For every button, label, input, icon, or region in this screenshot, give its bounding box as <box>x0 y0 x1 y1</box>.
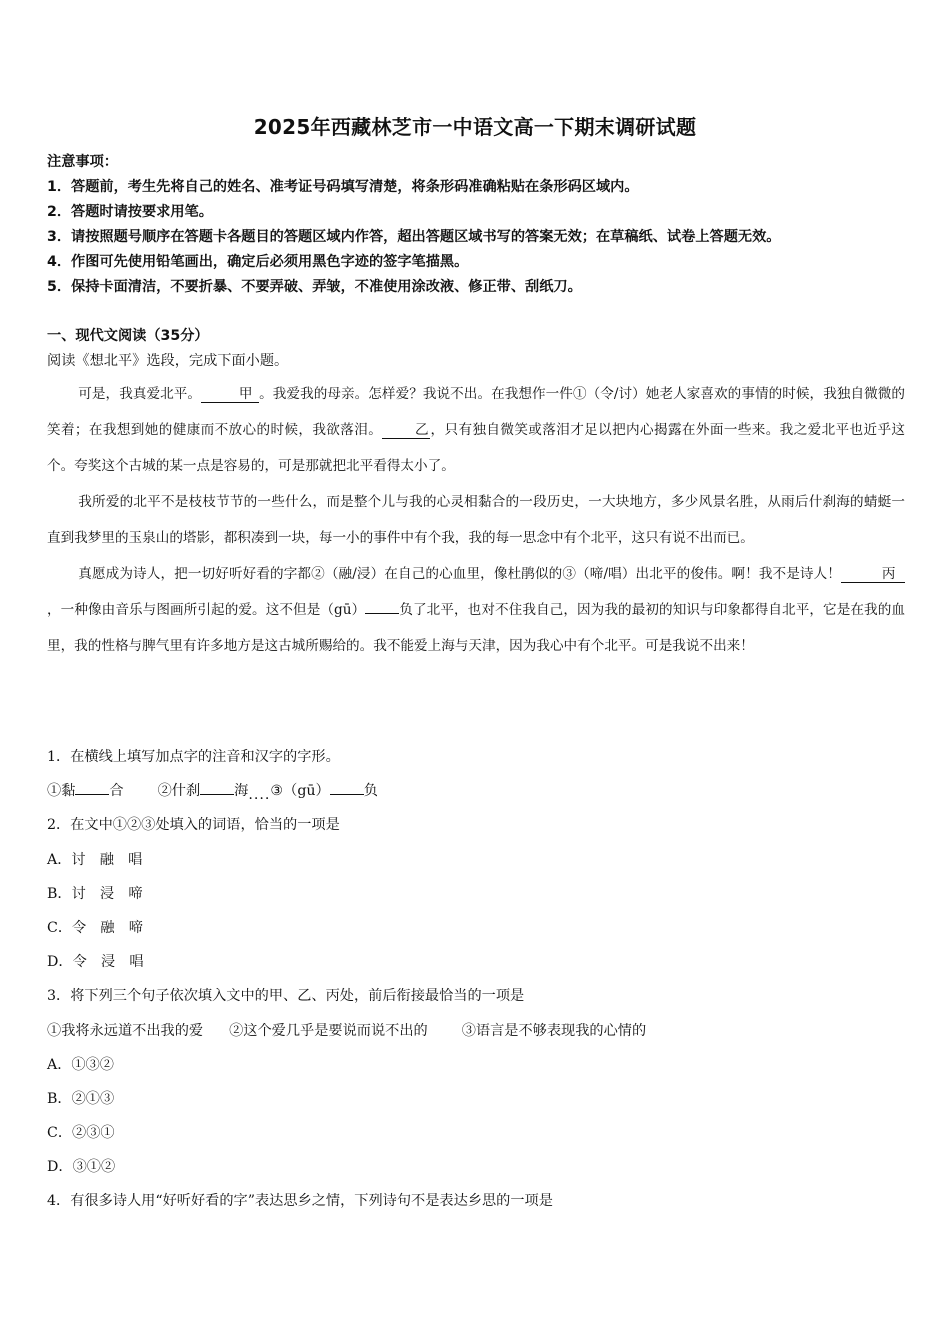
notice-heading: 注意事项： <box>47 154 118 170</box>
q3-sentence-3: ③语言是不够表现我的心情的 <box>461 1022 647 1039</box>
section-intro: 阅读《想北平》选段，完成下面小题。 <box>47 353 289 369</box>
emphasis-dots: .... <box>248 787 271 804</box>
blank-jia: 甲 <box>201 386 259 403</box>
q1-item-2-suffix: 海 <box>234 783 249 800</box>
question-3-stem: 3．将下列三个句子依次填入文中的甲、乙、丙处，前后衔接最恰当的一项是 <box>47 988 525 1005</box>
notice-item: 2．答题时请按要求用笔。 <box>47 204 213 220</box>
q3-sentence-1: ①我将永远道不出我的爱 <box>47 1022 204 1039</box>
q2-option-b: B．讨 浸 啼 <box>47 885 143 902</box>
reading-passage <box>47 376 905 664</box>
q3-sentence-2: ②这个爱几乎是要说而说不出的 <box>229 1022 428 1039</box>
q2-option-a: A．讨 融 唱 <box>47 851 143 868</box>
passage-paragraph-2: 我所爱的北平不是枝枝节节的一些什么，而是整个儿与我的心灵相黏合的一段历史，一大块地方，多少风景名胜，从雨后什刹海的蜻蜓一直到我梦里的玉泉山的塔影，都积凑到一块，每一小的事件中有个我，我的每一思念中有个北平，这只有说不出而已。 <box>47 494 905 546</box>
blank-bing: 丙 <box>841 566 905 583</box>
passage-text: ，一种像由音乐与图画所引起的爱。这不但是（gū） <box>47 602 366 618</box>
q3-option-b: B．②①③ <box>47 1090 115 1107</box>
q1-blank-2 <box>200 794 234 795</box>
q1-item-3-suffix: 负 <box>363 783 378 800</box>
passage-text: 。我爱我的母亲。怎样爱？我说不出。在我想作一件①（令/讨）她老人家喜欢的事情的时候，我独自微微的笑着；在我想到她的健康而不放心的时候，我欲落泪。 <box>47 386 906 438</box>
passage-paragraph-1 <box>47 376 905 484</box>
section-heading: 一、现代文阅读（35分） <box>47 328 209 344</box>
exam-title: 2025年西藏林芝市一中语文高一下期末调研试题 <box>253 115 697 139</box>
notice-item: 1．答题前，考生先将自己的姓名、准考证号码填写清楚，将条形码准确粘贴在条形码区域内。 <box>47 179 639 195</box>
passage-text: 负了北平，也对不住我自己，因为我的最初的知识与印象都得自北平，它是在我的血里，我的性格与脾气里有许多地方是这古城所赐给的。我不能爱上海与天津，因为我心中有个北平。可是我说不出来！ <box>47 602 905 654</box>
q1-item-1-suffix: 合 <box>109 783 124 800</box>
question-4-stem: 4．有很多诗人用“好听好看的字”表达思乡之情，下列诗句不是表达乡思的一项是 <box>47 1193 553 1210</box>
questions-block <box>47 740 917 1219</box>
blank-yi: 乙 <box>382 422 430 439</box>
q1-item-1-prefix: ①黏 <box>47 783 76 800</box>
q1-item-3-prefix: ③（gū） <box>270 783 330 800</box>
notice-item: 4．作图可先使用铅笔画出，确定后必须用黑色字迹的签字笔描黑。 <box>47 254 469 270</box>
q3-option-a: A．①③② <box>47 1056 114 1073</box>
blank-gu <box>365 613 399 614</box>
notice-block <box>47 150 917 300</box>
q2-option-c: C．令 融 啼 <box>47 919 143 936</box>
q3-option-d: D．③①② <box>47 1159 116 1176</box>
notice-item: 5．保持卡面清洁，不要折暴、不要弄破、弄皱，不准使用涂改液、修正带、刮纸刀。 <box>47 279 582 295</box>
q1-blank-3 <box>330 794 364 795</box>
passage-text: 可是，我真爱北平。 <box>78 386 202 402</box>
q2-option-d: D．令 浸 唱 <box>47 954 144 971</box>
question-1-items <box>47 774 917 808</box>
passage-paragraph-3 <box>47 556 905 664</box>
passage-text: ，只有独自微笑或落泪才足以把内心揭露在外面一些来。我之爱北平也近乎这个。夸奖这个古城的某一点是容易的，可是那就把北平看得太小了。 <box>47 422 905 474</box>
q3-option-c: C．②③① <box>47 1125 115 1142</box>
question-3-sentences <box>47 1014 917 1048</box>
q1-blank-1 <box>75 794 109 795</box>
question-1-stem: 1．在横线上填写加点字的注音和汉字的字形。 <box>47 749 340 765</box>
q1-item-2-prefix: ②什刹 <box>157 783 201 800</box>
question-2-stem: 2．在文中①②③处填入的词语，恰当的一项是 <box>47 817 340 834</box>
notice-item: 3．请按照题号顺序在答题卡各题目的答题区域内作答，超出答题区域书写的答案无效；在草稿纸、试卷上答题无效。 <box>47 229 781 245</box>
passage-text: 真愿成为诗人，把一切好听好看的字都②（融/浸）在自己的心血里，像杜鹃似的③（啼/唱）出北平的俊伟。啊！我不是诗人！ <box>78 566 841 582</box>
